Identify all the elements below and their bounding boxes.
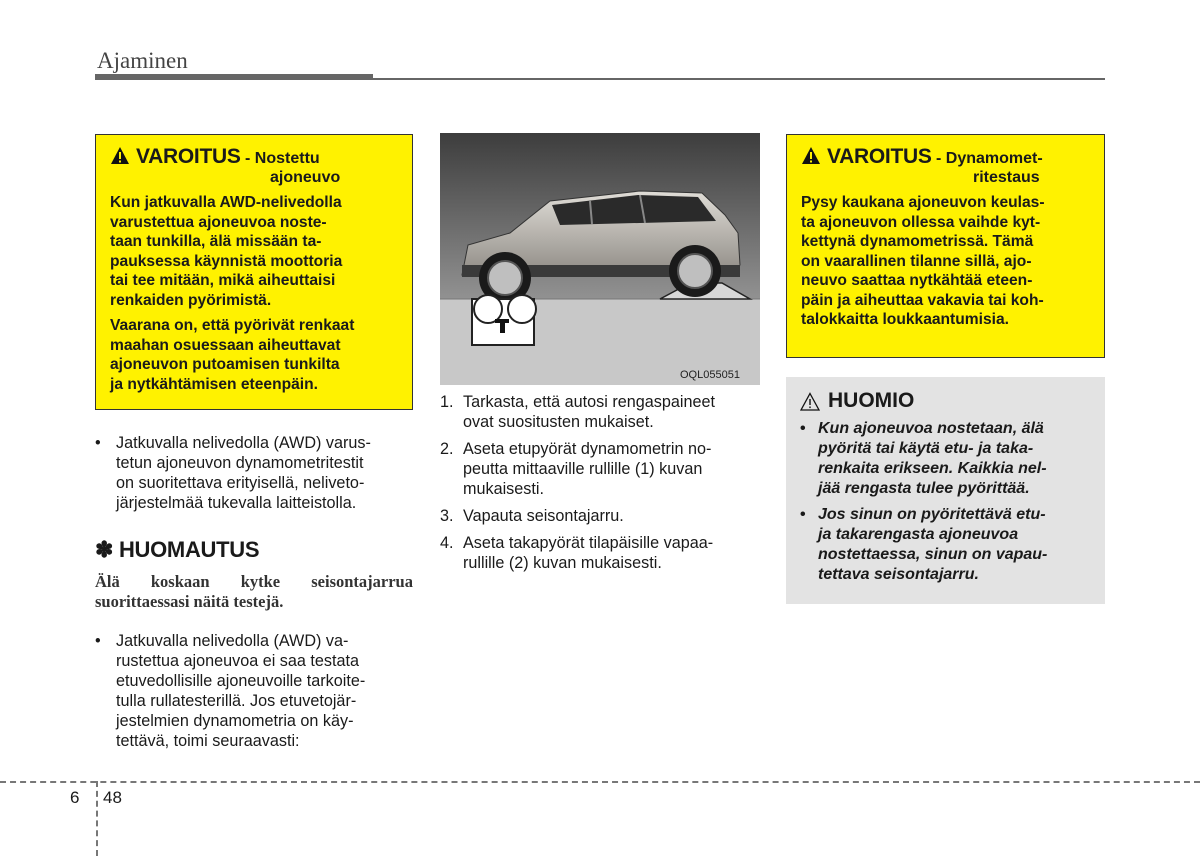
caution-item: • Jos sinun on pyöritettävä etu- ja takarengasta ajoneuvoa nostettaessa, sinun on vapau- tettava seisontajarru.: [800, 506, 1048, 583]
step-item: 4. Aseta takapyörät tilapäisille vapaa- rullille (2) kuvan mukaisesti.: [440, 534, 714, 572]
footer-rule: [0, 781, 1200, 783]
warning-triangle-icon: [110, 146, 130, 166]
page-header-title: Ajaminen: [97, 48, 188, 73]
warning-box-dynamometer: [786, 134, 1105, 358]
warning-paragraph-1: Pysy kaukana ajoneuvon keulas- ta ajoneuvon ollessa vaihde kyt- kettynä dynamometrissä. Tämä on vaarallinen tilanne sillä, ajo- neuvo saattaa nytkähtää eteen- päin ja aiheuttaa vakavia tai koh- talokkaitta loukkaantumisia.: [801, 194, 1045, 328]
figure-caption: OQL055051: [680, 369, 740, 381]
warning-word: VAROITUS: [827, 145, 932, 168]
header-rule-thin: [373, 78, 1105, 80]
warning-subtitle-2: ajoneuvo: [270, 169, 341, 186]
header-rule-thick: [95, 74, 373, 80]
warning-paragraph-1: Kun jatkuvalla AWD-nelivedolla varustettua ajoneuvoa noste- taan tunkilla, älä missään ta- pauksessa käynnistä moottoria tai tee mitään, mikä aiheuttaisi renkaiden pyörimistä.: [110, 194, 343, 309]
warning-subtitle: - Dynamomet-: [936, 150, 1043, 167]
warning-subtitle: - Nostettu: [245, 150, 320, 167]
warning-heading: [801, 145, 1095, 187]
bullet-awd-dynamometer: • Jatkuvalla nelivedolla (AWD) varus- tetun ajoneuvon dynamometritestit on suoritettava erityisellä, neliveto- järjestelmää tukevalla laitteistolla.: [95, 434, 371, 512]
caution-triangle-icon: [800, 392, 820, 412]
car-illustration: [440, 133, 760, 385]
warning-triangle-icon: [801, 146, 821, 166]
step-item: 3. Vapauta seisontajarru.: [440, 507, 624, 525]
note-text: Älä koskaan kytke seisontajarrua suorittaessasi näitä testejä.: [95, 572, 413, 611]
warning-word: VAROITUS: [136, 145, 241, 168]
bullet-awd-roller-test: • Jatkuvalla nelivedolla (AWD) va- rustettua ajoneuvoa ei saa testata etuvedollisille ajoneuvoille tarkoite- tulla rullatesterillä. Jos etuvetojär- jestelmien dynamometria on käy- tettävä, toimi seuraavasti:: [95, 632, 366, 750]
warning-paragraph-2: Vaarana on, että pyörivät renkaat maahan osuessaan aiheuttavat ajoneuvon putoamisen tunkilta ja nytkähtämisen eteenpäin.: [110, 317, 355, 393]
procedure-steps: [440, 392, 762, 580]
caution-box: [786, 377, 1105, 604]
figure-car-on-dynamometer: [440, 133, 760, 385]
note-heading: ✽ HUOMAUTUS: [95, 537, 260, 562]
warning-subtitle-2: ritestaus: [973, 169, 1040, 186]
warning-heading: [110, 145, 403, 187]
warning-box-lifted-vehicle: [95, 134, 413, 410]
caution-heading: HUOMIO: [800, 389, 1091, 413]
caution-item: • Kun ajoneuvoa nostetaan, älä pyöritä tai käytä etu- ja taka- renkaita erikseen. Kaikkia nel- jää rengasta tulee pyörittää.: [800, 420, 1047, 497]
step-item: 1. Tarkasta, että autosi rengaspaineet ovat suositusten mukaiset.: [440, 393, 715, 431]
step-item: 2. Aseta etupyörät dynamometrin no- peutta mittaaville rullille (1) kuvan mukaisesti.: [440, 440, 712, 498]
page-chapter-number: 6: [70, 788, 80, 807]
footer-vertical-rule: [96, 781, 98, 856]
page-number: 48: [103, 788, 122, 807]
